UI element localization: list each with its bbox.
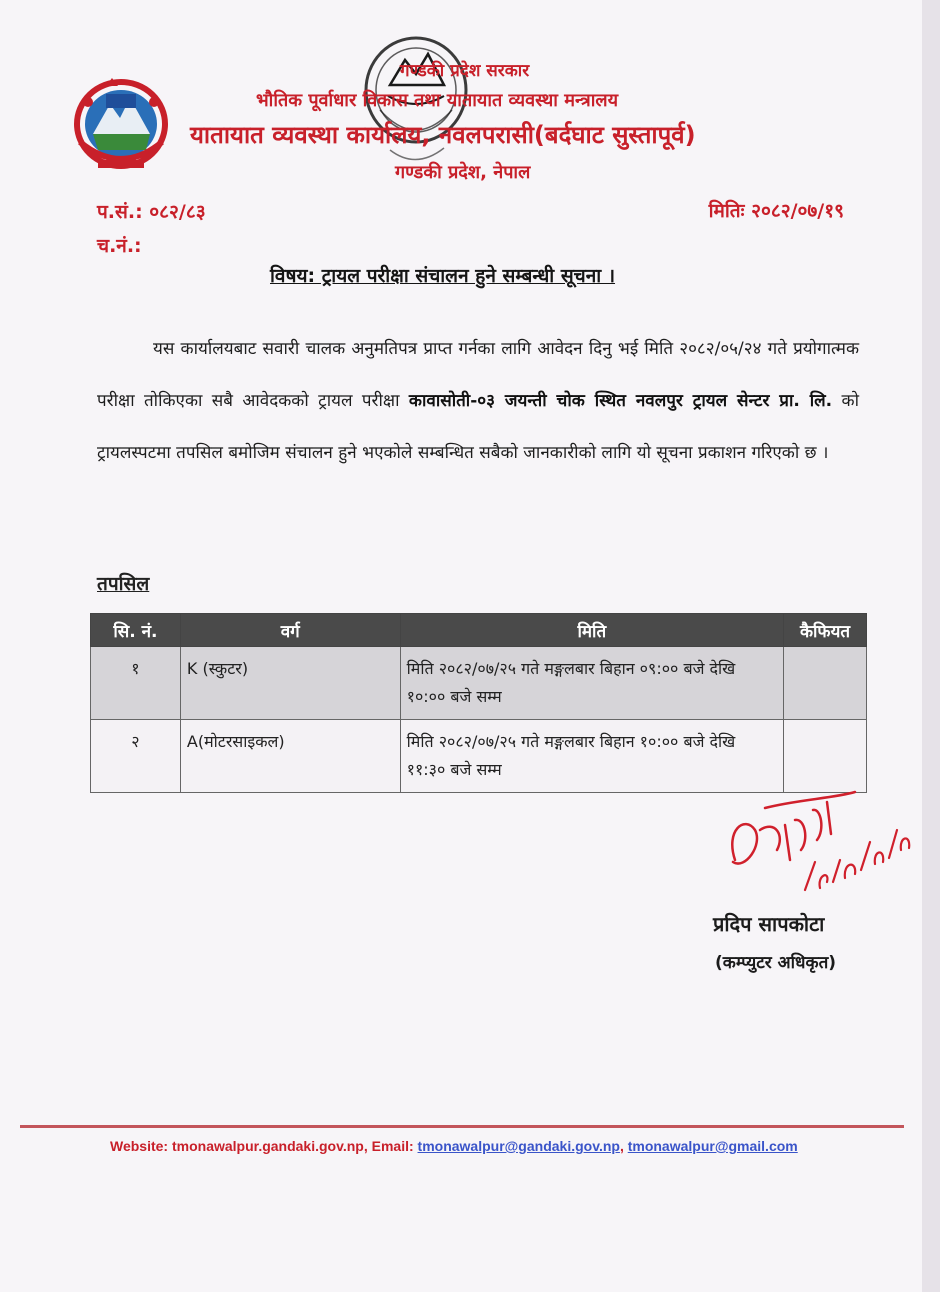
body-text-part1: यस कार्यालयबाट सवारी चालक अनुमतिपत्र प्राप्त गर्नका लागि आवेदन दिनु भई मिति २०८२/०५/२४ गते प्रयोगात्मक परीक्षा तोकिएका सबै आवेदकको ट्रायल परीक्षा	[97, 339, 859, 411]
table-row	[91, 647, 867, 720]
row-date: मिति २०८२/०७/२५ गते मङ्गलबार बिहान ०९:०० बजे देखि १०:०० बजे सम्म	[400, 647, 783, 720]
row-category: K (स्कुटर)	[180, 647, 400, 720]
footer-separator: ,	[619, 1138, 628, 1154]
footer-email-link-2[interactable]: tmonawalpur@gmail.com	[627, 1138, 798, 1154]
footer-divider	[20, 1125, 904, 1128]
province-government-heading: गण्डकी प्रदेश सरकार	[400, 61, 530, 81]
table-header-row	[91, 614, 867, 647]
body-text-part2: को ट्रायलस्पटमा तपसिल बमोजिम संचालन हुने भएकोले सम्बन्धित सबैको जानकारीको लागि यो सूचना प्रकाशन गरिएको छ ।	[97, 391, 859, 463]
header-date: मिति	[400, 614, 783, 647]
handwritten-signature-icon	[705, 790, 925, 900]
footer-contact	[110, 1138, 798, 1154]
schedule-table	[90, 613, 867, 793]
row-date: मिति २०८२/०७/२५ गते मङ्गलबार बिहान १०:०० बजे देखि ११:३० बजे सम्म	[400, 720, 783, 793]
row-remarks	[784, 720, 867, 793]
table-row	[91, 720, 867, 793]
reference-number: प.सं.: ०८२/८३	[97, 201, 206, 223]
body-venue-bold: कावासोती-०३ जयन्ती चोक स्थित नवलपुर ट्रायल सेन्टर प्रा. लि.	[408, 391, 833, 411]
office-heading: यातायात व्यवस्था कार्यालय, नवलपरासी(बर्दघाट सुस्तापूर्व)	[190, 121, 696, 149]
notice-body	[97, 323, 859, 479]
row-remarks	[784, 647, 867, 720]
header-serial: सि. नं.	[91, 614, 181, 647]
paper-edge	[922, 0, 940, 1292]
footer-website-label: Website: tmonawalpur.gandaki.gov.np, Email:	[110, 1138, 418, 1154]
row-category: A(मोटरसाइकल)	[180, 720, 400, 793]
province-address: गण्डकी प्रदेश, नेपाल	[395, 162, 531, 183]
footer-email-link-1[interactable]: tmonawalpur@gandaki.gov.np	[417, 1138, 620, 1154]
dispatch-number: च.नं.:	[97, 235, 142, 257]
row-serial: १	[91, 647, 181, 720]
government-emblem-icon	[68, 72, 174, 172]
header-remarks: कैफियत	[784, 614, 867, 647]
ministry-heading: भौतिक पूर्वाधार विकास तथा यातायात व्यवस्था मन्त्रालय	[256, 90, 619, 111]
header-category: वर्ग	[180, 614, 400, 647]
schedule-title: तपसिल	[97, 573, 150, 595]
signer-designation: (कम्प्युटर अधिकृत)	[715, 953, 837, 973]
letter-date: मितिः २०८२/०७/१९	[708, 200, 844, 222]
row-serial: २	[91, 720, 181, 793]
signer-name: प्रदिप सापकोटा	[713, 912, 825, 936]
subject-line: विषय: ट्रायल परीक्षा संचालन हुने सम्बन्धी सूचना ।	[270, 265, 616, 287]
